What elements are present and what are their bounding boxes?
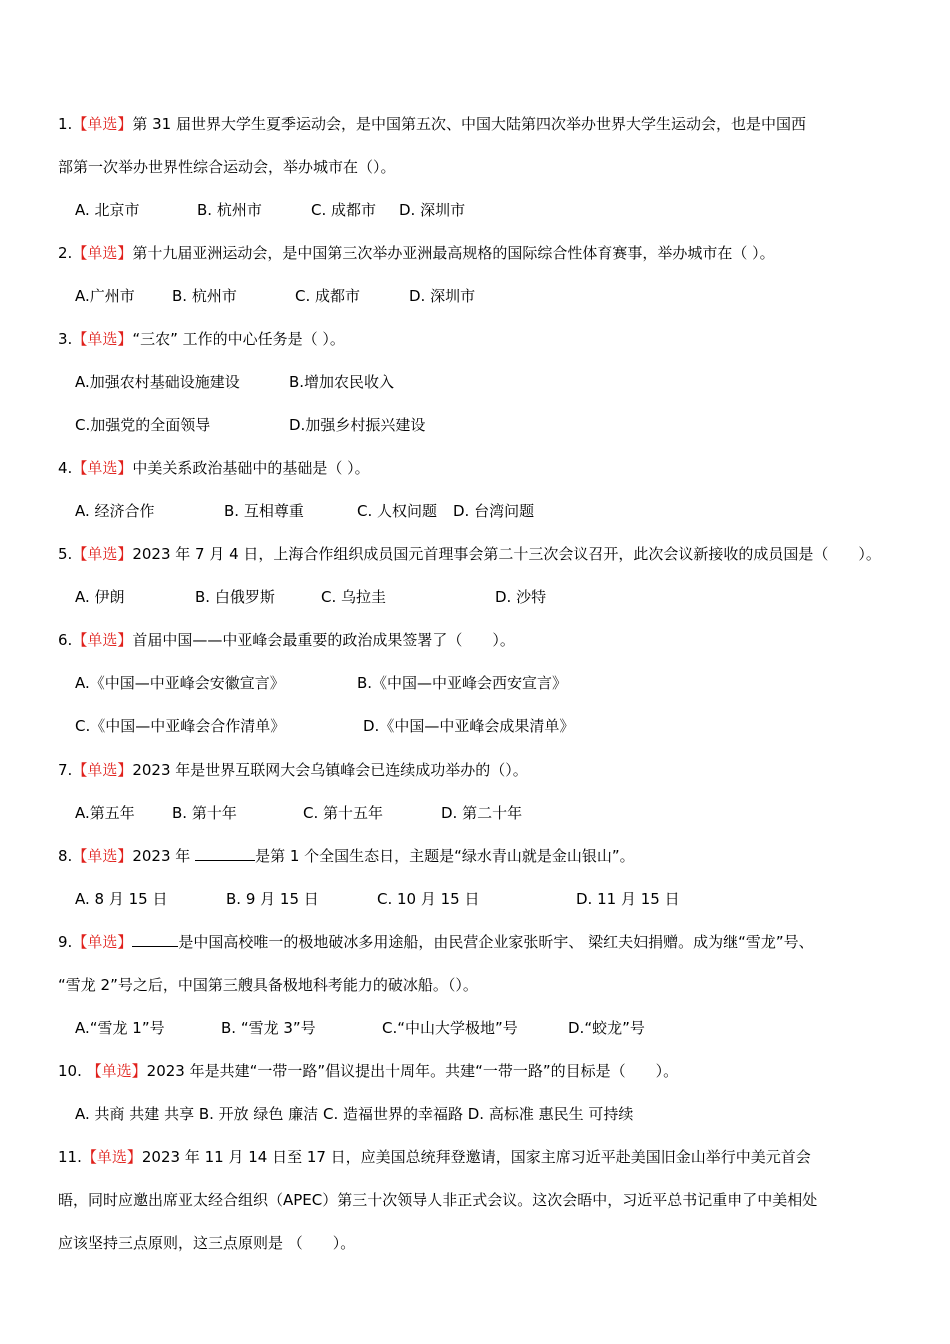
question-5-option-a: A. 伊朗 bbox=[75, 588, 125, 606]
question-2-option-b: B. 杭州市 bbox=[172, 287, 237, 305]
question-type-tag: 【单选】 bbox=[72, 244, 133, 262]
question-8-line-1: 8.【单选】2023 年 是第 1 个全国生态日，主题是“绿水青山就是金山银山”。 bbox=[58, 847, 635, 865]
question-2-option-a: A.广州市 bbox=[75, 287, 135, 305]
question-9-option-b: B. “雪龙 3”号 bbox=[221, 1019, 316, 1037]
question-9-option-a: A.“雪龙 1”号 bbox=[75, 1019, 165, 1037]
question-1-option-d: D. 深圳市 bbox=[399, 201, 466, 219]
question-1-option-b: B. 杭州市 bbox=[197, 201, 262, 219]
question-6-option-d: D.《中国—中亚峰会成果清单》 bbox=[363, 717, 575, 735]
question-1-line-1: 1.【单选】第 31 届世界大学生夏季运动会，是中国第五次、中国大陆第四次举办世界大学生运动会，也是中国西 bbox=[58, 115, 806, 133]
question-5-option-c: C. 乌拉圭 bbox=[321, 588, 387, 606]
question-6-option-a: A.《中国—中亚峰会安徽宣言》 bbox=[75, 674, 285, 692]
question-type-tag: 【单选】 bbox=[72, 459, 133, 477]
question-3-line-1: 3.【单选】“三农” 工作的中心任务是（ ）。 bbox=[58, 330, 345, 348]
question-11-line-3: 应该坚持三点原则，这三点原则是 （ ）。 bbox=[58, 1234, 356, 1252]
question-7-option-c: C. 第十五年 bbox=[303, 804, 384, 822]
question-6-option-c: C.《中国—中亚峰会合作清单》 bbox=[75, 717, 286, 735]
question-type-tag: 【单选】 bbox=[72, 933, 133, 951]
question-10-line-1: 10. 【单选】2023 年是共建“一带一路”倡议提出十周年。共建“一带一路”的目标是（ ）。 bbox=[58, 1062, 679, 1080]
question-8-option-a: A. 8 月 15 日 bbox=[75, 890, 168, 908]
question-2-line-1: 2.【单选】第十九届亚洲运动会，是中国第三次举办亚洲最高规格的国际综合性体育赛事，举办城市在（ ）。 bbox=[58, 244, 775, 262]
question-3-option-a: A.加强农村基础设施建设 bbox=[75, 373, 240, 391]
question-9-line-2: “雪龙 2”号之后，中国第三艘具备极地科考能力的破冰船。（）。 bbox=[58, 976, 478, 994]
question-2-option-c: C. 成都市 bbox=[295, 287, 361, 305]
question-7-option-b: B. 第十年 bbox=[172, 804, 237, 822]
question-3-option-d: D.加强乡村振兴建设 bbox=[289, 416, 426, 434]
question-6-option-b: B.《中国—中亚峰会西安宣言》 bbox=[357, 674, 568, 692]
question-1-option-a: A. 北京市 bbox=[75, 201, 140, 219]
question-7-line-1: 7.【单选】2023 年是世界互联网大会乌镇峰会已连续成功举办的（）。 bbox=[58, 761, 528, 779]
question-3-option-b: B.增加农民收入 bbox=[289, 373, 395, 391]
question-9-line-1: 9.【单选】 是中国高校唯一的极地破冰多用途船，由民营企业家张昕宇、 梁红夫妇捐赠。成为继“雪龙”号、 bbox=[58, 933, 814, 951]
question-3-option-c: C.加强党的全面领导 bbox=[75, 416, 211, 434]
question-5-option-d: D. 沙特 bbox=[495, 588, 547, 606]
question-4-option-a: A. 经济合作 bbox=[75, 502, 155, 520]
answer-blank bbox=[195, 846, 255, 861]
question-8-option-b: B. 9 月 15 日 bbox=[226, 890, 319, 908]
question-type-tag: 【单选】 bbox=[72, 115, 133, 133]
question-8-option-d: D. 11 月 15 日 bbox=[576, 890, 680, 908]
question-1-option-c: C. 成都市 bbox=[311, 201, 377, 219]
question-11-line-1: 11.【单选】2023 年 11 月 14 日至 17 日，应美国总统拜登邀请，国家主席习近平赴美国旧金山举行中美元首会 bbox=[58, 1148, 811, 1166]
question-1-line-2: 部第一次举办世界性综合运动会，举办城市在（）。 bbox=[58, 158, 396, 176]
question-type-tag: 【单选】 bbox=[72, 761, 133, 779]
question-11-line-2: 晤，同时应邀出席亚太经合组织（APEC）第三十次领导人非正式会议。这次会晤中，习近平总书记重申了中美相处 bbox=[58, 1191, 818, 1209]
question-9-option-d: D.“蛟龙”号 bbox=[568, 1019, 645, 1037]
question-type-tag: 【单选】 bbox=[72, 847, 133, 865]
question-10-options: A. 共商 共建 共享 B. 开放 绿色 廉洁 C. 造福世界的幸福路 D. 高标准 惠民生 可持续 bbox=[75, 1105, 634, 1123]
question-2-option-d: D. 深圳市 bbox=[409, 287, 476, 305]
question-4-option-d: D. 台湾问题 bbox=[453, 502, 535, 520]
question-4-option-b: B. 互相尊重 bbox=[224, 502, 304, 520]
question-5-option-b: B. 白俄罗斯 bbox=[195, 588, 275, 606]
question-7-option-d: D. 第二十年 bbox=[441, 804, 523, 822]
question-5-line-1: 5.【单选】2023 年 7 月 4 日，上海合作组织成员国元首理事会第二十三次会议召开，此次会议新接收的成员国是（ ）。 bbox=[58, 545, 881, 563]
question-type-tag: 【单选】 bbox=[72, 631, 133, 649]
question-9-option-c: C.“中山大学极地”号 bbox=[382, 1019, 518, 1037]
question-7-option-a: A.第五年 bbox=[75, 804, 135, 822]
question-type-tag: 【单选】 bbox=[81, 1148, 142, 1166]
question-4-line-1: 4.【单选】中美关系政治基础中的基础是（ ）。 bbox=[58, 459, 370, 477]
question-8-option-c: C. 10 月 15 日 bbox=[377, 890, 480, 908]
question-type-tag: 【单选】 bbox=[72, 545, 133, 563]
question-4-option-c: C. 人权问题 bbox=[357, 502, 438, 520]
question-type-tag: 【单选】 bbox=[86, 1062, 147, 1080]
answer-blank bbox=[132, 932, 178, 947]
question-6-line-1: 6.【单选】首届中国——中亚峰会最重要的政治成果签署了（ ）。 bbox=[58, 631, 515, 649]
question-type-tag: 【单选】 bbox=[72, 330, 133, 348]
